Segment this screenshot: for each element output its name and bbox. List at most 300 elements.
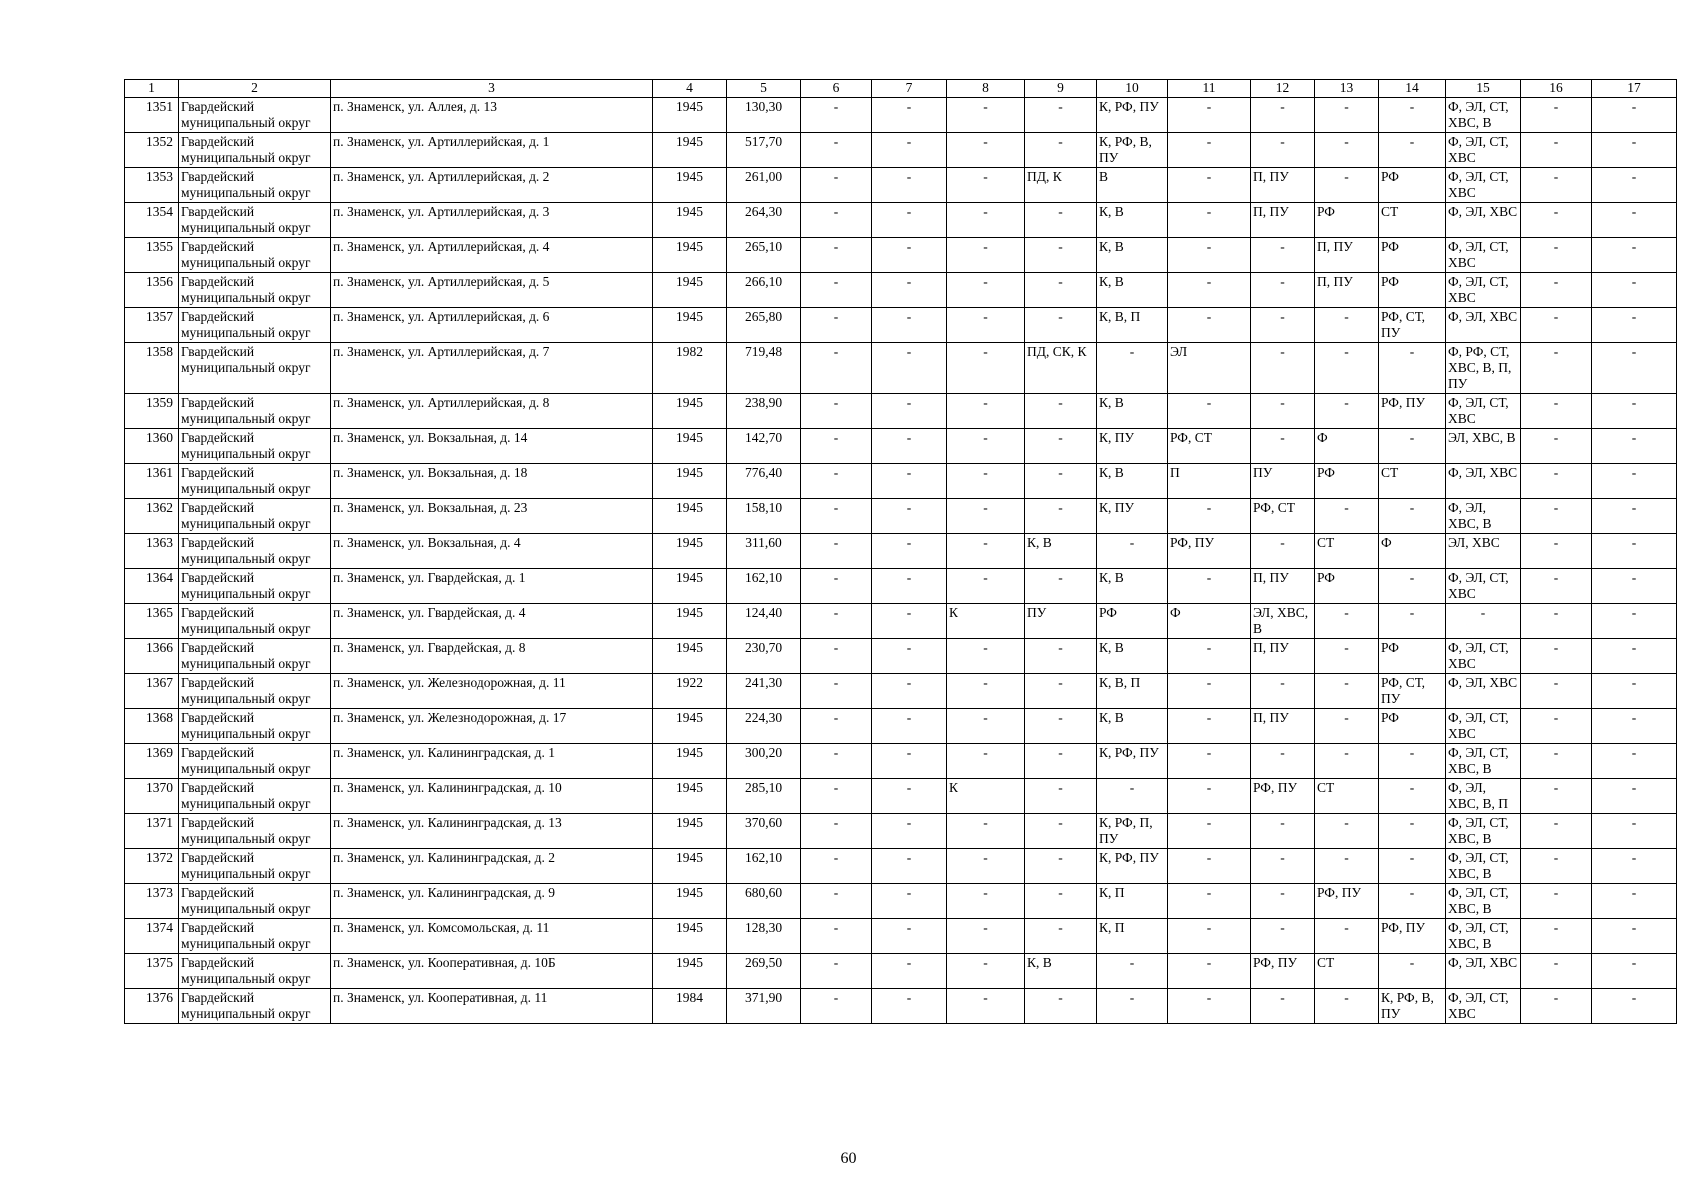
table-cell: П, ПУ: [1251, 168, 1315, 203]
table-cell: РФ, ПУ: [1168, 534, 1251, 569]
table-cell: -: [947, 308, 1025, 343]
table-cell: -: [1592, 919, 1677, 954]
table-cell: 1356: [125, 273, 179, 308]
table-cell: -: [872, 343, 947, 394]
table-cell: -: [947, 203, 1025, 238]
table-cell: -: [947, 744, 1025, 779]
table-cell: -: [1315, 639, 1379, 674]
table-cell: К, В: [1097, 203, 1168, 238]
table-cell: Ф, ЭЛ, СТ, ХВС, В: [1446, 814, 1521, 849]
table-cell: РФ: [1315, 569, 1379, 604]
table-cell: -: [1521, 814, 1592, 849]
table-cell: -: [801, 343, 872, 394]
table-cell: -: [1168, 168, 1251, 203]
table-cell: ЭЛ, ХВС, В: [1446, 429, 1521, 464]
table-cell: -: [1315, 499, 1379, 534]
table-cell: 265,10: [727, 238, 801, 273]
table-cell: -: [1315, 308, 1379, 343]
table-cell: -: [872, 989, 947, 1024]
table-cell: К, В: [1097, 464, 1168, 499]
table-cell: п. Знаменск, ул. Вокзальная, д. 18: [331, 464, 653, 499]
table-cell: -: [1168, 308, 1251, 343]
table-body: [125, 98, 1677, 1024]
table-cell: -: [1592, 639, 1677, 674]
table-cell: РФ: [1315, 464, 1379, 499]
table-cell: -: [1025, 308, 1097, 343]
table-cell: Гвардейский муниципальный округ: [179, 849, 331, 884]
table-cell: -: [1521, 238, 1592, 273]
table-cell: -: [947, 238, 1025, 273]
table-cell: Гвардейский муниципальный округ: [179, 273, 331, 308]
table-cell: -: [947, 919, 1025, 954]
table-cell: Гвардейский муниципальный округ: [179, 98, 331, 133]
table-cell: -: [947, 394, 1025, 429]
table-cell: Гвардейский муниципальный округ: [179, 238, 331, 273]
table-cell: ПД, СК, К: [1025, 343, 1097, 394]
table-cell: -: [1025, 133, 1097, 168]
table-cell: п. Знаменск, ул. Калининградская, д. 13: [331, 814, 653, 849]
table-cell: -: [1025, 569, 1097, 604]
table-cell: 1354: [125, 203, 179, 238]
table-cell: -: [1025, 429, 1097, 464]
table-cell: -: [1168, 203, 1251, 238]
table-row: [125, 534, 1677, 569]
column-header: 1: [125, 80, 179, 98]
table-cell: -: [1025, 464, 1097, 499]
table-cell: -: [872, 674, 947, 709]
table-cell: -: [1168, 709, 1251, 744]
table-cell: 1373: [125, 884, 179, 919]
table-cell: Ф, ЭЛ, ХВС, В, П: [1446, 779, 1521, 814]
table-cell: СТ: [1315, 534, 1379, 569]
table-cell: 1984: [653, 989, 727, 1024]
table-row: [125, 639, 1677, 674]
table-cell: -: [1592, 499, 1677, 534]
table-cell: -: [801, 849, 872, 884]
column-header: 17: [1592, 80, 1677, 98]
table-cell: 1370: [125, 779, 179, 814]
table-cell: -: [1097, 534, 1168, 569]
table-cell: 124,40: [727, 604, 801, 639]
table-cell: -: [1168, 919, 1251, 954]
table-cell: П: [1168, 464, 1251, 499]
table-cell: -: [1592, 744, 1677, 779]
table-cell: 265,80: [727, 308, 801, 343]
table-cell: 224,30: [727, 709, 801, 744]
table-cell: -: [801, 604, 872, 639]
table-cell: 1945: [653, 849, 727, 884]
table-cell: -: [1251, 814, 1315, 849]
table-cell: п. Знаменск, ул. Железнодорожная, д. 17: [331, 709, 653, 744]
table-cell: РФ: [1379, 639, 1446, 674]
table-cell: -: [947, 168, 1025, 203]
table-cell: -: [1592, 203, 1677, 238]
column-header: 5: [727, 80, 801, 98]
table-cell: 1945: [653, 168, 727, 203]
table-cell: 1366: [125, 639, 179, 674]
table-cell: -: [947, 989, 1025, 1024]
table-cell: -: [801, 98, 872, 133]
table-cell: К, В: [1097, 639, 1168, 674]
table-cell: Ф, ЭЛ, СТ, ХВС, В: [1446, 744, 1521, 779]
table-cell: -: [1592, 849, 1677, 884]
table-cell: П, ПУ: [1251, 569, 1315, 604]
table-cell: -: [1521, 989, 1592, 1024]
table-cell: -: [1379, 429, 1446, 464]
table-cell: 1351: [125, 98, 179, 133]
table-cell: -: [872, 569, 947, 604]
table-cell: -: [872, 499, 947, 534]
table-cell: 1945: [653, 779, 727, 814]
table-cell: 142,70: [727, 429, 801, 464]
table-cell: -: [1521, 534, 1592, 569]
table-cell: -: [1592, 569, 1677, 604]
table-cell: -: [1521, 273, 1592, 308]
table-cell: -: [1379, 779, 1446, 814]
table-row: [125, 674, 1677, 709]
table-cell: 1375: [125, 954, 179, 989]
table-cell: -: [947, 709, 1025, 744]
table-row: [125, 709, 1677, 744]
table-cell: -: [872, 779, 947, 814]
table-cell: -: [1521, 569, 1592, 604]
table-cell: -: [1251, 98, 1315, 133]
table-cell: П, ПУ: [1251, 203, 1315, 238]
table-cell: Гвардейский муниципальный округ: [179, 308, 331, 343]
table-cell: К, В: [1097, 709, 1168, 744]
table-cell: -: [1168, 954, 1251, 989]
table-cell: -: [1168, 273, 1251, 308]
table-cell: РФ: [1379, 168, 1446, 203]
table-cell: 680,60: [727, 884, 801, 919]
table-cell: 128,30: [727, 919, 801, 954]
table-cell: Ф, ЭЛ, СТ, ХВС: [1446, 168, 1521, 203]
table-cell: 300,20: [727, 744, 801, 779]
table-cell: Ф, РФ, СТ, ХВС, В, П, ПУ: [1446, 343, 1521, 394]
table-row: [125, 744, 1677, 779]
table-cell: -: [1025, 639, 1097, 674]
table-cell: -: [1025, 849, 1097, 884]
table-cell: 1369: [125, 744, 179, 779]
table-cell: -: [1379, 604, 1446, 639]
table-cell: Ф, ЭЛ, СТ, ХВС, В: [1446, 849, 1521, 884]
table-cell: К, П: [1097, 884, 1168, 919]
column-header: 14: [1379, 80, 1446, 98]
table-cell: К, РФ, В, ПУ: [1379, 989, 1446, 1024]
table-cell: п. Знаменск, ул. Вокзальная, д. 14: [331, 429, 653, 464]
table-cell: -: [1315, 919, 1379, 954]
table-cell: Ф, ЭЛ, ХВС: [1446, 308, 1521, 343]
table-cell: -: [1315, 394, 1379, 429]
table-cell: РФ: [1315, 203, 1379, 238]
table-cell: -: [1521, 343, 1592, 394]
table-cell: Гвардейский муниципальный округ: [179, 989, 331, 1024]
table-cell: РФ: [1379, 273, 1446, 308]
table-cell: Ф, ЭЛ, СТ, ХВС: [1446, 133, 1521, 168]
table-cell: К, РФ, ПУ: [1097, 744, 1168, 779]
table-cell: 158,10: [727, 499, 801, 534]
table-cell: 1359: [125, 394, 179, 429]
table-row: [125, 919, 1677, 954]
table-cell: -: [1251, 429, 1315, 464]
table-cell: -: [1379, 884, 1446, 919]
column-header: 11: [1168, 80, 1251, 98]
table-cell: Гвардейский муниципальный округ: [179, 133, 331, 168]
table-cell: -: [1592, 273, 1677, 308]
table-row: [125, 98, 1677, 133]
table-cell: Ф, ЭЛ, ХВС: [1446, 464, 1521, 499]
table-cell: -: [1168, 238, 1251, 273]
table-cell: -: [801, 273, 872, 308]
table-cell: К, В: [1097, 394, 1168, 429]
table-cell: -: [872, 604, 947, 639]
table-cell: 1367: [125, 674, 179, 709]
table-cell: Гвардейский муниципальный округ: [179, 744, 331, 779]
table-cell: -: [1251, 919, 1315, 954]
table-cell: -: [1025, 98, 1097, 133]
table-cell: -: [1521, 639, 1592, 674]
table-cell: К, В: [1025, 954, 1097, 989]
table-row: [125, 989, 1677, 1024]
table-cell: 162,10: [727, 569, 801, 604]
table-cell: -: [801, 238, 872, 273]
table-cell: -: [801, 744, 872, 779]
table-cell: РФ, ПУ: [1251, 954, 1315, 989]
table-cell: -: [947, 133, 1025, 168]
table-cell: 1945: [653, 604, 727, 639]
table-cell: -: [1315, 133, 1379, 168]
table-cell: п. Знаменск, ул. Кооперативная, д. 11: [331, 989, 653, 1024]
column-header: 6: [801, 80, 872, 98]
table-cell: п. Знаменск, ул. Калининградская, д. 10: [331, 779, 653, 814]
table-cell: 130,30: [727, 98, 801, 133]
table-cell: П, ПУ: [1251, 639, 1315, 674]
table-row: [125, 394, 1677, 429]
table-cell: Ф, ЭЛ, ХВС: [1446, 674, 1521, 709]
table-cell: -: [1379, 133, 1446, 168]
table-cell: -: [1592, 884, 1677, 919]
table-cell: Гвардейский муниципальный округ: [179, 168, 331, 203]
table-cell: 1945: [653, 569, 727, 604]
column-header: 16: [1521, 80, 1592, 98]
table-cell: Ф, ЭЛ, СТ, ХВС: [1446, 639, 1521, 674]
table-cell: 162,10: [727, 849, 801, 884]
table-cell: Гвардейский муниципальный округ: [179, 394, 331, 429]
table-cell: -: [801, 919, 872, 954]
table-cell: -: [1025, 814, 1097, 849]
table-cell: Ф, ЭЛ, СТ, ХВС: [1446, 273, 1521, 308]
table-cell: Ф, ЭЛ, ХВС: [1446, 203, 1521, 238]
table-cell: 1982: [653, 343, 727, 394]
table-row: [125, 884, 1677, 919]
table-cell: 1945: [653, 133, 727, 168]
table-cell: Гвардейский муниципальный округ: [179, 919, 331, 954]
table-cell: 719,48: [727, 343, 801, 394]
table-cell: -: [872, 203, 947, 238]
table-cell: -: [1592, 674, 1677, 709]
column-header: 15: [1446, 80, 1521, 98]
table-cell: 1945: [653, 919, 727, 954]
table-cell: п. Знаменск, ул. Артиллерийская, д. 1: [331, 133, 653, 168]
table-cell: Ф, ЭЛ, ХВС, В: [1446, 499, 1521, 534]
table-cell: -: [1251, 744, 1315, 779]
table-cell: -: [872, 919, 947, 954]
table-cell: -: [1251, 133, 1315, 168]
table-cell: 1352: [125, 133, 179, 168]
table-cell: Ф, ЭЛ, СТ, ХВС: [1446, 989, 1521, 1024]
table-cell: п. Знаменск, ул. Артиллерийская, д. 3: [331, 203, 653, 238]
table-row: [125, 203, 1677, 238]
table-cell: 261,00: [727, 168, 801, 203]
table-cell: -: [801, 954, 872, 989]
table-cell: -: [1521, 744, 1592, 779]
table-cell: СТ: [1379, 203, 1446, 238]
table-cell: -: [947, 429, 1025, 464]
table-cell: -: [1521, 954, 1592, 989]
table-cell: п. Знаменск, ул. Гвардейская, д. 8: [331, 639, 653, 674]
column-header: 12: [1251, 80, 1315, 98]
table-cell: -: [1168, 674, 1251, 709]
table-cell: ЭЛ, ХВС: [1446, 534, 1521, 569]
table-cell: -: [1592, 954, 1677, 989]
table-cell: п. Знаменск, ул. Вокзальная, д. 23: [331, 499, 653, 534]
table-cell: -: [947, 884, 1025, 919]
table-cell: К, РФ, П, ПУ: [1097, 814, 1168, 849]
table-cell: -: [1379, 98, 1446, 133]
table-cell: 1945: [653, 238, 727, 273]
table-cell: 1945: [653, 954, 727, 989]
table-cell: Гвардейский муниципальный округ: [179, 779, 331, 814]
table-cell: -: [1168, 884, 1251, 919]
table-cell: 1945: [653, 709, 727, 744]
table-cell: -: [801, 394, 872, 429]
table-cell: -: [1521, 779, 1592, 814]
table-cell: -: [1592, 814, 1677, 849]
table-cell: -: [1379, 569, 1446, 604]
table-cell: Гвардейский муниципальный округ: [179, 954, 331, 989]
table-cell: 1364: [125, 569, 179, 604]
table-cell: -: [801, 464, 872, 499]
table-cell: К: [947, 779, 1025, 814]
table-cell: -: [947, 569, 1025, 604]
table-cell: -: [1315, 674, 1379, 709]
table-cell: -: [1592, 133, 1677, 168]
table-cell: 1374: [125, 919, 179, 954]
table-cell: -: [1521, 464, 1592, 499]
table-cell: -: [872, 308, 947, 343]
table-header: [125, 80, 1677, 98]
table-cell: 238,90: [727, 394, 801, 429]
table-cell: -: [1025, 884, 1097, 919]
table-cell: -: [1251, 308, 1315, 343]
table-cell: 266,10: [727, 273, 801, 308]
table-cell: РФ, ПУ: [1315, 884, 1379, 919]
table-cell: Ф: [1315, 429, 1379, 464]
table-cell: -: [1168, 133, 1251, 168]
table-cell: -: [1251, 674, 1315, 709]
table-row: [125, 133, 1677, 168]
table-cell: -: [1315, 604, 1379, 639]
table-cell: РФ, СТ, ПУ: [1379, 674, 1446, 709]
table-cell: -: [1315, 814, 1379, 849]
table-cell: -: [1521, 499, 1592, 534]
table-cell: -: [1168, 779, 1251, 814]
table-cell: -: [801, 779, 872, 814]
table-cell: Гвардейский муниципальный округ: [179, 343, 331, 394]
table-cell: -: [1592, 238, 1677, 273]
table-cell: -: [801, 569, 872, 604]
table-cell: -: [1025, 919, 1097, 954]
table-cell: -: [872, 133, 947, 168]
table-cell: 311,60: [727, 534, 801, 569]
table-cell: Гвардейский муниципальный округ: [179, 203, 331, 238]
table-cell: РФ: [1097, 604, 1168, 639]
table-cell: -: [1592, 779, 1677, 814]
table-cell: 371,90: [727, 989, 801, 1024]
table-cell: -: [1446, 604, 1521, 639]
table-cell: -: [1521, 919, 1592, 954]
table-cell: -: [1521, 308, 1592, 343]
table-cell: -: [1521, 709, 1592, 744]
table-cell: 285,10: [727, 779, 801, 814]
table-cell: -: [1168, 639, 1251, 674]
table-cell: -: [1168, 744, 1251, 779]
table-cell: РФ: [1379, 709, 1446, 744]
column-header: 7: [872, 80, 947, 98]
table-cell: -: [872, 429, 947, 464]
table-row: [125, 343, 1677, 394]
table-row: [125, 308, 1677, 343]
table-cell: К: [947, 604, 1025, 639]
table-cell: Ф, ЭЛ, СТ, ХВС: [1446, 709, 1521, 744]
table-cell: 370,60: [727, 814, 801, 849]
table-cell: ЭЛ: [1168, 343, 1251, 394]
table-cell: -: [1097, 779, 1168, 814]
table-cell: -: [947, 343, 1025, 394]
table-cell: -: [1592, 429, 1677, 464]
table-cell: В: [1097, 168, 1168, 203]
table-cell: РФ, СТ: [1168, 429, 1251, 464]
table-cell: -: [1315, 98, 1379, 133]
table-row: [125, 604, 1677, 639]
table-cell: РФ, ПУ: [1379, 919, 1446, 954]
page-number: 60: [840, 1150, 857, 1167]
table-cell: Гвардейский муниципальный округ: [179, 674, 331, 709]
table-cell: Гвардейский муниципальный округ: [179, 429, 331, 464]
table-cell: 1945: [653, 499, 727, 534]
table-cell: Ф, ЭЛ, СТ, ХВС: [1446, 238, 1521, 273]
table-cell: Ф, ЭЛ, СТ, ХВС: [1446, 394, 1521, 429]
table-row: [125, 779, 1677, 814]
table-cell: -: [1592, 343, 1677, 394]
table-cell: -: [1251, 849, 1315, 884]
table-cell: -: [1379, 744, 1446, 779]
table-cell: -: [1251, 273, 1315, 308]
table-cell: -: [872, 168, 947, 203]
table-cell: 1945: [653, 464, 727, 499]
table-cell: СТ: [1315, 779, 1379, 814]
table-cell: -: [801, 709, 872, 744]
table-cell: -: [872, 849, 947, 884]
table-cell: -: [947, 639, 1025, 674]
table-cell: Гвардейский муниципальный округ: [179, 814, 331, 849]
table-cell: -: [1025, 744, 1097, 779]
table-cell: п. Знаменск, ул. Артиллерийская, д. 5: [331, 273, 653, 308]
table-cell: -: [801, 989, 872, 1024]
table-cell: 1945: [653, 639, 727, 674]
table-cell: К, РФ, ПУ: [1097, 849, 1168, 884]
table-cell: К, В, П: [1097, 674, 1168, 709]
